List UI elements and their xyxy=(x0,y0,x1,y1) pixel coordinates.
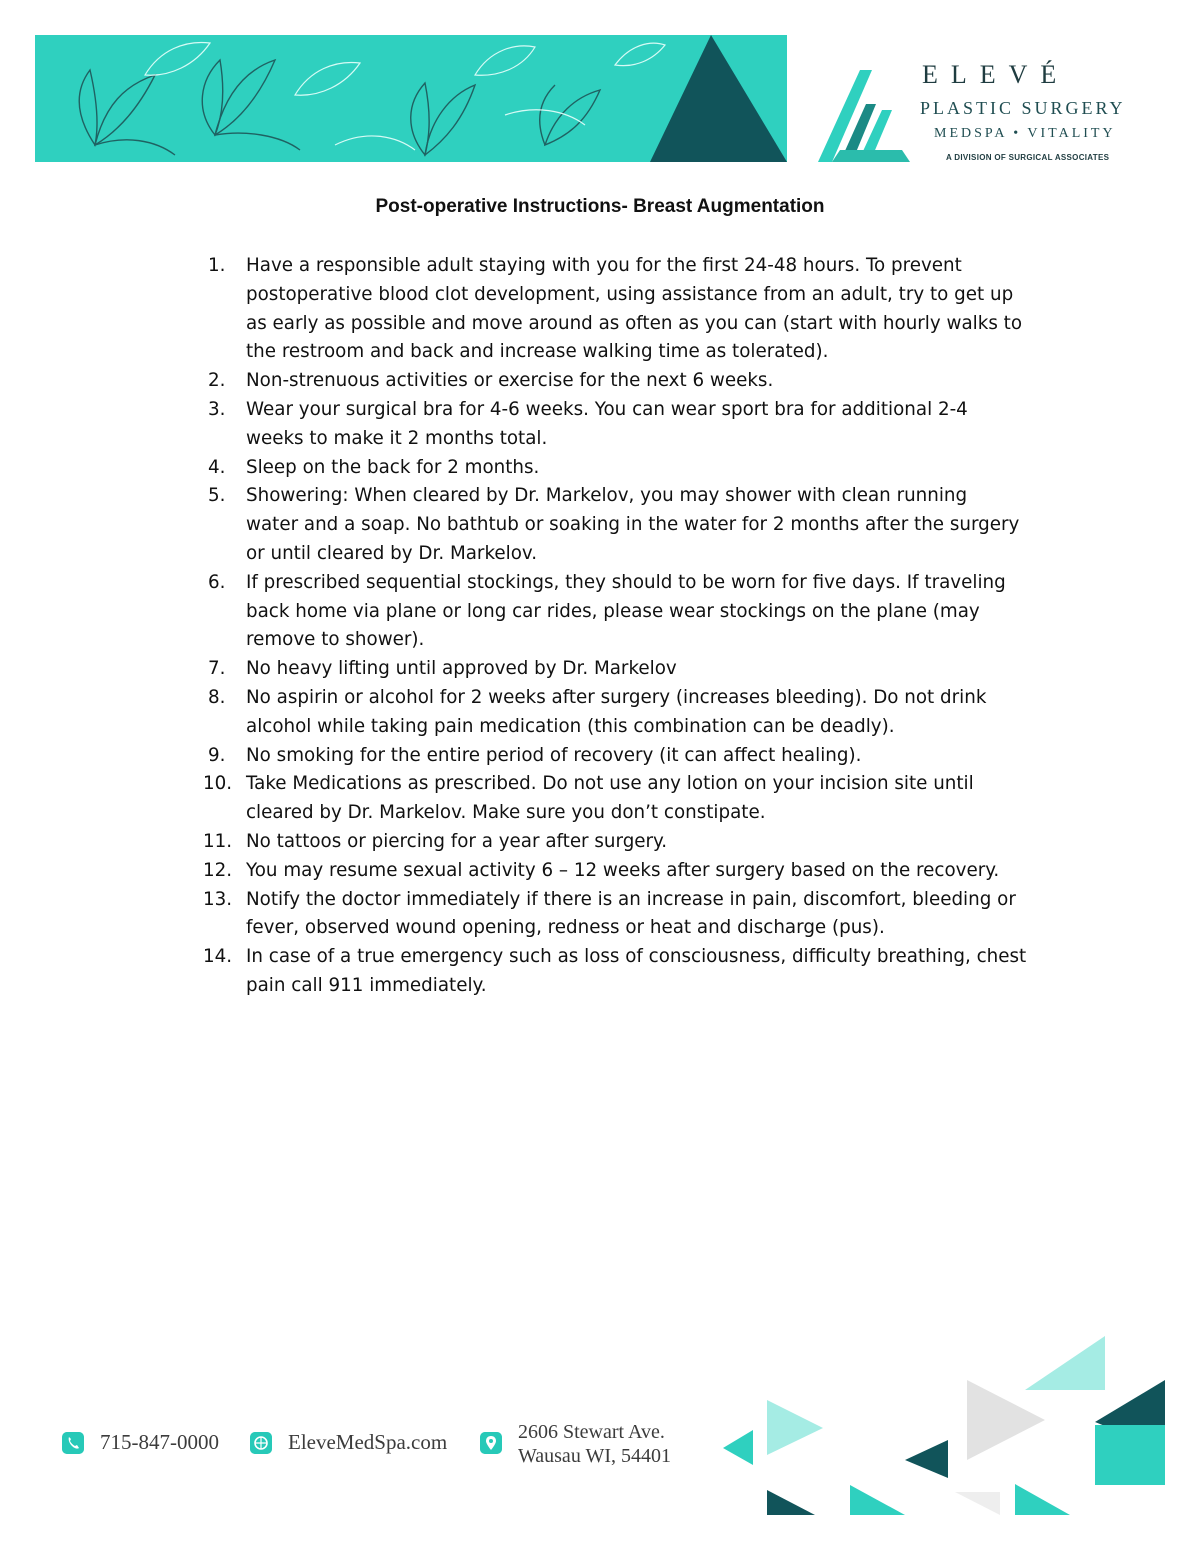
instruction-number: 10. xyxy=(203,773,233,795)
instruction-text-line: Sleep on the back for 2 months. xyxy=(246,456,540,478)
instruction-number: 14. xyxy=(203,946,233,968)
instruction-item xyxy=(203,454,1063,483)
instruction-text-line: No smoking for the entire period of recovery (it can affect healing). xyxy=(246,744,862,766)
phone-number: 715-847-0000 xyxy=(100,1430,219,1454)
instruction-text-line: Wear your surgical bra for 4-6 weeks. You can wear sport bra for additional 2-4 xyxy=(246,398,968,420)
instruction-item xyxy=(203,482,1063,568)
brand-tagline-plastic-surgery: PLASTIC SURGERY xyxy=(920,98,1126,118)
instruction-text-line: No tattoos or piercing for a year after surgery. xyxy=(246,830,668,852)
floral-banner-graphic xyxy=(35,35,787,162)
instruction-number: 4. xyxy=(208,456,226,478)
instruction-item xyxy=(203,770,1063,828)
instruction-text-line: as early as possible and move around as often as you can (start with hourly walks to xyxy=(246,312,1023,334)
document-title: Post-operative Instructions- Breast Augmentation xyxy=(375,196,825,217)
instruction-item xyxy=(203,943,1063,1001)
instruction-number: 8. xyxy=(208,686,226,708)
instruction-text-line: fever, observed wound opening, redness or heat and discharge (pus). xyxy=(246,917,885,939)
instruction-number: 2. xyxy=(208,370,226,392)
address-line-1: 2606 Stewart Ave. xyxy=(518,1421,665,1443)
instruction-number: 1. xyxy=(208,255,226,276)
instruction-text-line: weeks to make it 2 months total. xyxy=(246,427,548,449)
address-line-2: Wausau WI, 54401 xyxy=(518,1445,671,1467)
instruction-text-line: Non-strenuous activities or exercise for the next 6 weeks. xyxy=(246,370,774,392)
instruction-text-line: cleared by Dr. Markelov. Make sure you don’t constipate. xyxy=(246,802,766,824)
brand-logo xyxy=(810,60,1150,170)
instruction-number: 3. xyxy=(208,398,226,420)
location-icon xyxy=(480,1432,502,1454)
instruction-number: 6. xyxy=(208,571,226,593)
instruction-text-line: No heavy lifting until approved by Dr. Markelov xyxy=(246,658,677,680)
instruction-text-line: You may resume sexual activity 6 – 12 weeks after surgery based on the recovery. xyxy=(246,859,1000,881)
instruction-item xyxy=(203,367,1063,396)
instruction-number: 5. xyxy=(208,485,226,507)
logo-mark-icon xyxy=(810,64,910,164)
instruction-text-line: Showering: When cleared by Dr. Markelov, you may shower with clean running xyxy=(246,485,968,507)
instruction-item xyxy=(203,396,1063,454)
instruction-text-line: Take Medications as prescribed. Do not use any lotion on your incision site until xyxy=(246,773,974,795)
address xyxy=(518,1420,671,1468)
instruction-item xyxy=(203,828,1063,857)
brand-division: A DIVISION OF SURGICAL ASSOCIATES xyxy=(946,153,1110,162)
instruction-number: 9. xyxy=(208,744,226,766)
footer-contacts xyxy=(62,1420,722,1470)
instruction-text-line: No aspirin or alcohol for 2 weeks after surgery (increases bleeding). Do not drink xyxy=(246,686,987,708)
instruction-number: 7. xyxy=(208,658,226,680)
instruction-text-line: Have a responsible adult staying with you for the first 24-48 hours. To prevent xyxy=(246,255,962,276)
instruction-text-line: water and a soap. No bathtub or soaking in the water for 2 months after the surgery xyxy=(246,514,1020,536)
brand-tagline-medspa: MEDSPA • VITALITY xyxy=(934,126,1116,141)
instruction-item xyxy=(203,252,1063,367)
instruction-text-line: Notify the doctor immediately if there is an increase in pain, discomfort, bleeding or xyxy=(246,888,1016,910)
instruction-number: 13. xyxy=(203,888,233,910)
instruction-text-line: If prescribed sequential stockings, they should to be worn for five days. If traveling xyxy=(246,571,1006,593)
instruction-number: 11. xyxy=(203,830,233,852)
instruction-text-line: alcohol while taking pain medication (this combination can be deadly). xyxy=(246,715,895,737)
brand-name: ELEVÉ xyxy=(922,60,1070,89)
instruction-text-line: remove to shower). xyxy=(246,629,425,651)
instruction-text-line: postoperative blood clot development, using assistance from an adult, try to get up xyxy=(246,283,1014,305)
instruction-text-line: In case of a true emergency such as loss of consciousness, difficulty breathing, chest xyxy=(246,946,1027,968)
instruction-item xyxy=(203,886,1063,944)
instruction-text-line: the restroom and back and increase walking time as tolerated). xyxy=(246,341,829,363)
instruction-text-line: pain call 911 immediately. xyxy=(246,974,487,996)
instruction-number: 12. xyxy=(203,859,233,881)
header-banner xyxy=(35,35,787,162)
footer-triangles-graphic xyxy=(715,1330,1195,1520)
web-icon xyxy=(250,1432,272,1454)
instruction-item xyxy=(203,569,1063,655)
instruction-item xyxy=(203,742,1063,771)
instruction-text-line: back home via plane or long car rides, please wear stockings on the plane (may xyxy=(246,600,980,622)
phone-icon xyxy=(62,1432,84,1454)
instruction-item xyxy=(203,857,1063,886)
instruction-list xyxy=(203,252,1063,1001)
instruction-item xyxy=(203,684,1063,742)
instruction-text-line: or until cleared by Dr. Markelov. xyxy=(246,542,538,564)
instruction-item xyxy=(203,655,1063,684)
website-link: EleveMedSpa.com xyxy=(288,1430,448,1454)
